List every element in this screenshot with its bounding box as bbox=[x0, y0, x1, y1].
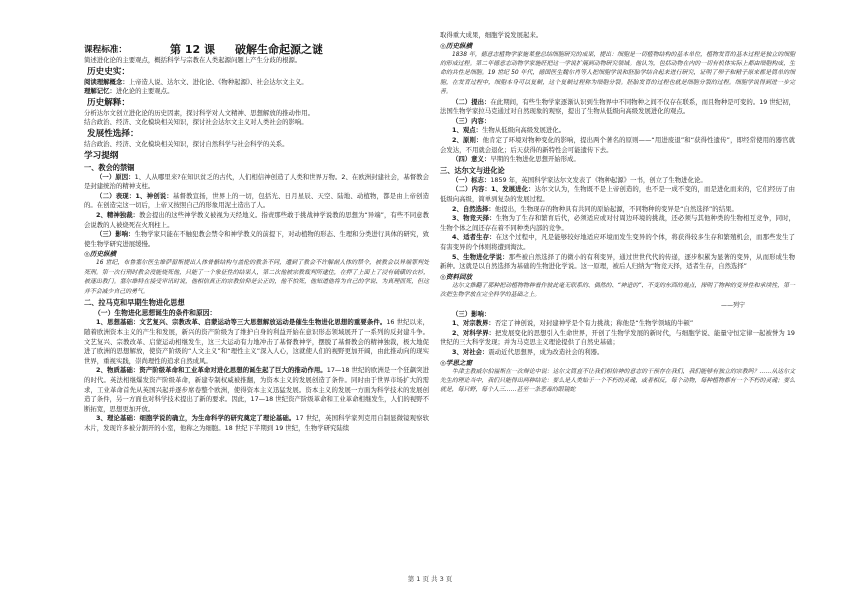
paragraph-text: 生物学家只能在不触犯教会禁令和神学教义的前提下，对动植物的形态、生理和分类进行具体的研究，致使生物学研究进展缓慢。 bbox=[84, 230, 430, 248]
paragraph-text: 生物从低级向高级发展进化。 bbox=[482, 126, 566, 135]
section-heading: 历史史实： bbox=[87, 66, 130, 77]
paragraph-text: 震动近代思想界，成为改造社会的利器。 bbox=[488, 347, 604, 356]
paragraph bbox=[440, 126, 795, 136]
paragraph: 分析达尔文创立进化论的历史因素，探讨科学对人文精神、思想解放的推动作用。 bbox=[84, 108, 315, 117]
paragraph-lead: 2、物质基础：资产阶级革命和工业革命对进化思想的诞生起了巨大的推动作用。 bbox=[96, 366, 327, 375]
paragraph-lead: 1、对宗教界： bbox=[452, 319, 495, 328]
paragraph-text: 教会提出的这些神学教义被视为天经地义。指责那些敢于挑战神学说教的思想为“异端”，有些不同意教会说教的人被烧死在火刑柱上。 bbox=[84, 210, 430, 229]
paragraph-text: 1859 年，英国科学家达尔文发表了《物种起源》一书，创立了生物进化论。 bbox=[490, 175, 707, 184]
outline-heading: 三、达尔文与进化论 bbox=[440, 165, 505, 175]
paragraph-text: 在此期间，有些生物学家逐渐认识到生物界中不同物种之间不仅存在联系，而且物种是可变的。19 世纪初，法国生物学家拉马克通过对自然现象的观察，提出了生物从低级向高级发展进化的观点。 bbox=[440, 97, 795, 116]
paragraph-text: 在这个过程中，凡是能够较好地适应环境而发生变异的个体，将获得较多生存和繁殖机会，而那些发生了有害变异的个体则将遭到淘汰。 bbox=[440, 233, 796, 251]
paragraph-text: 他提出，生物现存的物种具有共同的原始起源，不同物种的变异是“自然选择”的结果。 bbox=[494, 204, 738, 213]
paragraph bbox=[84, 192, 429, 211]
paragraph-text: 上帝造人说、达尔文、进化论、《物种起源》、社会达尔文主义。 bbox=[128, 77, 308, 86]
paragraph-text: 那些被自然选择了的微小的有利变异，通过世世代代的传递，逐步积累为显著的变异，从而形成生物新种。这就是以自然选择为基础的生物进化学说。这一原理，被后人归纳为“物竞天择，适者生存，自然选择” bbox=[440, 252, 795, 271]
reading-material: 牛津主教威尔伯福斯在一次辩论中说：达尔文简直不让我们相信神的意志的干预存在我们，我们能够有独立的宗教吗？……从达尔文先生的理论当中，我们只能得出两种结论：要么是人类始于一个不朽的灵魂，或者相反，每个动物，每种植物都有一个不朽的灵魂；要么就是，每只野，每个人三……甚至一条恶毒的眼镜蛇 bbox=[440, 368, 795, 394]
paragraph-lead: 阅读理解概念： bbox=[84, 77, 129, 86]
paragraph-text: 16 世纪以来，随着欧洲资本主义的产生和发展，新兴的资产阶级为了维护自身的利益开始在意识形态领域展开了一系列的反封建斗争。文艺复兴、宗教改革、启蒙运动相继发生，这三大运动有力地冲击了基督教神学，摆脱了基督教会的精神独裁，极大地促进了欧洲的思想解放，使资产阶级的“人文主义”和“理性主义”深入人心，这就使人们的视野更加开阔，由此推动向的现实世界，重视实践，崇尚理性的追求自然成风。 bbox=[84, 318, 429, 365]
paragraph-lead: 2、精神独裁： bbox=[96, 210, 140, 219]
paragraph bbox=[84, 318, 429, 366]
paragraph: 取得重大成果，细胞学说发展起来。 bbox=[440, 31, 543, 39]
paragraph bbox=[440, 319, 795, 329]
paragraph-lead: （三）影响： bbox=[96, 230, 135, 239]
paragraph-lead: 3、理论基础：细胞学说的确立，为生命科学的研究奠定了理论基础。 bbox=[96, 414, 296, 423]
left-column bbox=[84, 44, 429, 434]
paragraph-lead: （三）影响： bbox=[452, 309, 491, 318]
paragraph-lead: （四）意义： bbox=[452, 155, 491, 164]
paragraph-lead: 4、适者生存： bbox=[452, 233, 496, 242]
section-heading: 历史解释： bbox=[87, 97, 130, 108]
paragraph-text: 生物为了生存和繁育后代，必须适应或对付周边环境的挑战，还必须与其他种类的生物相互竞争，同时，生物个体之间还存在着不同种类内部的竞争。 bbox=[440, 214, 796, 232]
paragraph-lead: （一）原因： bbox=[96, 172, 135, 181]
paragraph bbox=[440, 155, 795, 165]
paragraph-text: 达尔文认为，生物既不是上帝创造的，也不是一成不变的，而是进化而来的，它们经历了由低级向高级，简单到复杂的发展过程。 bbox=[440, 185, 796, 203]
reading-material: 1838 年，德意志植物学家施莱登总结细胞研究的成果，提出：细胞是一切植物结构的基本单位，植物发育的基本过程是独立的细胞的形成过程。第二年德意志动物学家施旺把这一学说扩展到动物研究领域。他认为，包括动物在内的一切有机体实际上都由细胞构成，生命的共性是细胞。19 世纪 50 年代，德国医生魏尔肖等人把细胞学说和胚胎学结合起来进行研究，证明了卵子和精子原来都是简单的细胞，在发育过程中，细胞本身可以复制，这个复制过程称为细胞分裂。胚胎发育的过程也就是细胞分裂的过程。细胞学说得到进一步完善。 bbox=[440, 51, 795, 96]
lesson-name: 破解生命起源之谜 bbox=[234, 43, 323, 56]
paragraph bbox=[440, 348, 795, 358]
paragraph-lead: （三）内容： bbox=[452, 116, 491, 125]
paragraph bbox=[84, 211, 429, 230]
paragraph-lead: 2、对科学界： bbox=[452, 328, 496, 337]
box-label: ◎历史纵横 bbox=[84, 250, 117, 259]
paragraph-lead: 3、物竞天择： bbox=[452, 214, 496, 223]
paragraph-lead: 1、观点： bbox=[452, 126, 483, 135]
paragraph bbox=[84, 87, 429, 97]
quote-author: ——列宁 bbox=[720, 301, 745, 309]
paragraph bbox=[440, 310, 795, 320]
outline-subheading: （一）生物进化思想诞生的条件和原因： bbox=[94, 308, 217, 317]
paragraph-text: 早期的生物进化思想开始形成。 bbox=[490, 155, 580, 164]
paragraph: 结合政治、经济、文化模块相关知识，探讨自然科学与社会科学的关系。 bbox=[84, 139, 289, 148]
paragraph bbox=[440, 233, 795, 252]
box-label: ◎资料回放 bbox=[440, 272, 473, 281]
paragraph-lead: 理解记忆： bbox=[84, 87, 116, 96]
paragraph-text: 1、人从哪里来?在知识贫乏的古代，人们相信神创造了人类和世界万物。2、在欧洲封建社会，基督教会是封建统治的精神支柱。 bbox=[84, 172, 430, 191]
outline-heading: 二、拉马克和早期生物进化思想 bbox=[84, 297, 185, 307]
paragraph-lead: 2、自然选择： bbox=[452, 204, 495, 213]
paragraph bbox=[440, 329, 795, 348]
paragraph-lead: 5、生物进化学说： bbox=[452, 252, 509, 261]
paragraph bbox=[440, 98, 795, 117]
paragraph bbox=[84, 78, 429, 88]
paragraph bbox=[84, 173, 429, 192]
paragraph bbox=[84, 230, 429, 249]
right-column bbox=[440, 31, 795, 396]
paragraph bbox=[440, 205, 795, 215]
paragraph bbox=[440, 176, 795, 186]
lesson-number: 第 12 课 bbox=[170, 43, 215, 56]
paragraph: 结合政治、经济、文化模块相关知识，探讨社会达尔文主义对人类社会的影响。 bbox=[84, 118, 308, 127]
section-heading: 课程标准： bbox=[84, 45, 127, 55]
paragraph-text: 他肯定了环境对物种变化的影响，提出两个著名的原则——“用进废退”和“获得性遗传”，即经常使用的器官就会发达，不用就会退化；后天获得的新特性会可能遗传下去。 bbox=[440, 136, 795, 154]
paragraph bbox=[84, 414, 429, 433]
paragraph bbox=[84, 366, 429, 414]
paragraph bbox=[440, 117, 795, 127]
paragraph-text: 17—18 世纪的欧洲是一个狂飙突进的时代。英法相继爆发资产阶级革命，新建专制权威被推翻，为资本主义的发展创造了条件。同时由于世界市场扩大的需求，工业革命首先从英国兴起并逐步席卷整个欧洲，使得资本主义迅猛发展。资本主义的发展一方面为科学技术的发展创造了条件，另一方面也对科学技术提出了新的要求。因此，17—18 世纪资产阶级革命和工业革命相继发生，人们的视野不断拓宽，思想更加开放。 bbox=[84, 366, 429, 413]
paragraph-text: 把发展变化的思想引入生命世界，开创了生物学发展的新时代，与细胞学说、能量守恒定律一起被誉为 19 世纪的三大科学发现；并为马克思主义理论提供了自然史基础； bbox=[440, 328, 795, 347]
paragraph-text: 否定了神创说，对封建神学是个有力挑战；称他是“生物学领域的牛顿” bbox=[494, 319, 694, 328]
paragraph-lead: 3、对社会： bbox=[452, 347, 489, 356]
paragraph bbox=[440, 253, 795, 272]
box-label: ◎历史纵横 bbox=[440, 41, 473, 50]
paragraph bbox=[440, 214, 795, 233]
section-heading: 学习提纲 bbox=[84, 150, 119, 161]
paragraph-lead: 1、思想基础：文艺复兴、宗教改革、启蒙运动等三大思想解放运动是催生生物进化思想的重要条件。 bbox=[96, 318, 387, 327]
paragraph-lead: （二）内容：1、发展进化： bbox=[452, 185, 535, 194]
paragraph-text: 基督教宣扬，世界上的一切，包括光、日月星辰、天空、陆地、动植物，都是由上帝创造的。在创造完这一切后，上帝又按照自己的形象用泥土造出了人。 bbox=[84, 191, 430, 210]
paragraph-lead: （一）标志： bbox=[452, 175, 491, 184]
paragraph bbox=[440, 185, 795, 204]
paragraph bbox=[440, 136, 795, 155]
reading-material: 达尔文推翻了那种把动植物物种看作彼此毫无联系的、偶然的、“神造的”、不变的东西的观点，探明了物种的变异性和承续性，第一次把生物学放在完全科学的基础之上。 bbox=[440, 282, 795, 299]
section-heading: 发展性选择： bbox=[87, 128, 139, 139]
outline-heading: 一、教会的禁锢 bbox=[84, 162, 135, 172]
page-footer: 第 1 页 共 3 页 bbox=[407, 575, 453, 583]
reading-material: 16 世纪，布鲁塞尔医生维萨留斯提出人体骨骼结构与盖伦的教条不同，遭到了教会不许解剖人体的禁令，被教会以异端罪判处死刑。第一次行刑时教会没能烧死他，只能了一个象征性的结果人，第二次他被宗教裁判所逮住，在押了上面上了浸有硫磺的衣衫，被逐出教门。塞尔维特在接受审讯时说，他相信真正的宗教信仰是公正的，他不怕死，他知道他将为自己的学说、为真理而死，但这并不会减少自己的勇气。 bbox=[84, 260, 429, 295]
paragraph-lead: （二）表现：1、神创说： bbox=[96, 191, 173, 200]
paragraph-text: 进化论的主要观点。 bbox=[115, 87, 174, 96]
paragraph-lead: （二）提出： bbox=[452, 97, 491, 106]
paragraph-text: 17 世纪，英国科学家列克用自制显微镜观察软木片，发现许多被分割开的小室，他称之为细胞。18 世纪下半期到 19 世纪，生物学研究陆续 bbox=[84, 414, 429, 432]
paragraph: 简述进化论的主要观点，概括科学与宗教在人类起源问题上产生分歧的根源。 bbox=[84, 56, 302, 64]
paragraph-lead: 2、原则： bbox=[452, 136, 483, 144]
box-label: ◎学思之窗 bbox=[440, 358, 473, 367]
